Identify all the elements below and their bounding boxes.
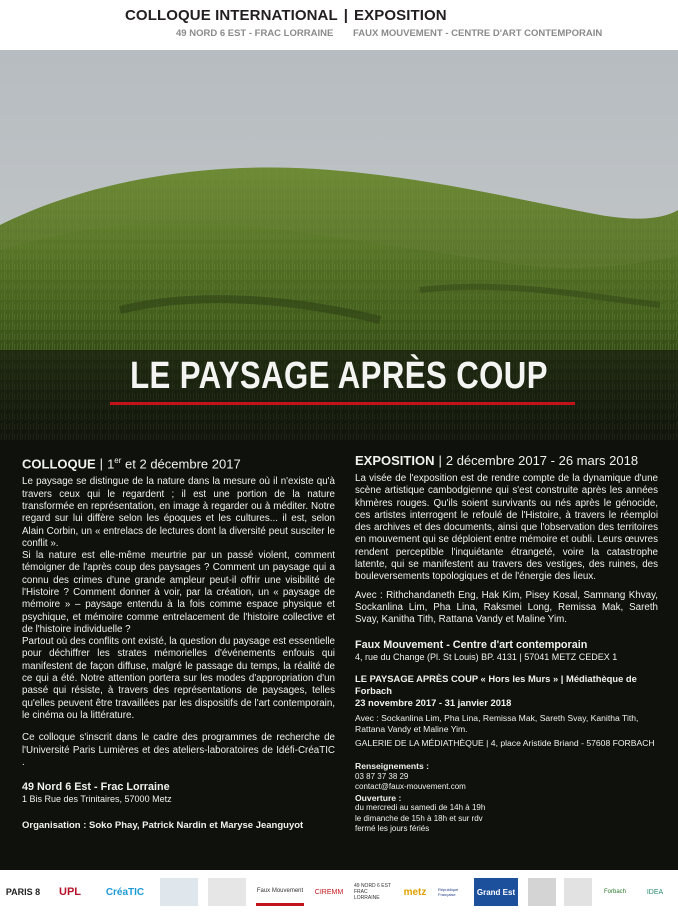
logo-frac: 49 NORD 6 EST FRAC LORRAINE — [354, 883, 391, 901]
colloque-date-rest: et 2 décembre 2017 — [121, 456, 241, 472]
exposition-heading — [355, 452, 658, 469]
header-title — [125, 7, 447, 24]
logo-idea: IDEA — [646, 888, 664, 896]
logo-paris8: PARIS 8 — [5, 887, 41, 897]
logo-forbach: Forbach — [603, 889, 626, 895]
exposition-paragraph: La visée de l'exposition est de rendre compte de la dynamique d'une scène artistique cambodgienne qui s'est construite après les années khmères rouges. Qu'ils soient survivants ou nés après le génocide, ces artistes interrogent le refoulé de l'Histoire, à travers le réemploi des archives et des documents, ainsi que l'observation des territoires en mouvement qui se déploient entre mémoire et oubli. Leurs œuvres rendent perceptible l'inquiétante étrangeté, voire la catastrophe latente, qui se manifestent au travers des vestiges, des ruines, des bouleversements topologiques et de l'énergie des lieux. — [355, 473, 658, 583]
logo-partner-3: partner — [528, 878, 556, 906]
colloque-paragraph-1: Le paysage se distingue de la nature dans la mesure où il n'existe qu'à travers ceux qui le regardent ; il est une portion de la nature transformée en représentation, en image à regarder ou à méditer. Notre regard sur lui diffère selon les époques et les cultures... il est, selon Alain Corbin, un « entrelacs de lectures dont la diversité peut susciter le conflit ». — [22, 476, 335, 549]
header-separator: | — [343, 7, 349, 24]
exposition-label: EXPOSITION — [355, 453, 435, 468]
info-email: contact@faux-mouvement.com — [355, 782, 466, 792]
logo-faux-mouvement: Faux Mouvement — [256, 878, 304, 906]
colloque-separator: | — [99, 456, 104, 472]
colloque-column — [22, 452, 335, 832]
opening-label: Ouverture : — [355, 792, 402, 803]
colloque-paragraph-4: Ce colloque s'inscrit dans le cadre des programmes de recherche de l'Université Paris Lumières et des ateliers-laboratoires de Idéfi-CréaTIC . — [22, 732, 335, 768]
hors-les-murs-dates: 23 novembre 2017 - 31 janvier 2018 — [355, 697, 512, 709]
logo-partner-1: partner — [160, 878, 198, 906]
colloque-paragraph-2: Si la nature est elle-même meurtrie par un passé violent, comment témoigner de l'après coup des paysages ? Comment un paysage qui a connu des crimes d'une grande ampleur peut-il offrir une visibilité de l'Histoire ? Comment donner à voir, par la création, un « paysage de mémoire » – paysage entendu à la fois comme espace physique et psychique, et mémoire comme entrelacement de l'histoire collective et de l'histoire individuelle ? — [22, 550, 335, 635]
colloque-venue: 49 Nord 6 Est - Frac Lorraine — [22, 781, 170, 794]
logo-upl: UPL — [59, 886, 81, 898]
logo-partner-4: partner — [564, 878, 592, 906]
info-label: Renseignements : — [355, 761, 430, 772]
partner-logos — [0, 870, 678, 914]
hors-les-murs-artists: Avec : Sockanlina Lim, Pha Lina, Remissa Mak, Sareth Svay, Kanitha Tith, Rattana Vandy et Maline Yim. — [355, 713, 639, 735]
logo-republique: République Française — [438, 887, 459, 897]
logo-metz: metz — [403, 886, 427, 898]
poster-title: LE PAYSAGE APRÈS COUP — [130, 355, 548, 397]
header-title-right: EXPOSITION — [354, 7, 447, 24]
header-title-left: COLLOQUE INTERNATIONAL — [125, 7, 338, 24]
logo-grand-est: Grand Est — [474, 878, 518, 906]
logo-creatic: CréaTIC — [105, 886, 145, 898]
logo-ciremm: CIREMM — [314, 888, 344, 896]
opening-line-1: du mercredi au samedi de 14h à 19h — [355, 803, 486, 813]
colloque-heading — [22, 452, 335, 472]
exposition-artists: Avec : Rithchandaneth Eng, Hak Kim, Pisey Kosal, Samnang Khvay, Sockanlina Lim, Pha Lina, Raksmei Long, Remissa Mak, Sareth Svay, Kanitha Tith, Rattana Vandy et Maline Yim. — [355, 589, 658, 626]
hors-les-murs-title: LE PAYSAGE APRÈS COUP « Hors les Murs » | Médiathèque de Forbach — [355, 673, 637, 697]
exposition-separator: | — [438, 453, 442, 468]
logo-partner-2: partner — [208, 878, 246, 906]
info-phone: 03 87 37 38 29 — [355, 771, 409, 781]
title-underline — [110, 402, 575, 405]
header-subtitle-right: FAUX MOUVEMENT - CENTRE D'ART CONTEMPORAIN — [353, 28, 603, 39]
colloque-date-prefix: 1 — [107, 456, 115, 472]
colloque-paragraph-3: Partout où des conflits ont existé, la question du paysage est essentielle pour déchiffrer les strates mémorielles d'événements enfouis qui manifestent de façon diffuse, malgré le passage du temps, la réalité de ce qui a été. Notre attention portera sur les modes d'appropriation d'un passé qui résiste, à travers des représentations de paysages, telles qu'elles peuvent être travaillées par les dispositifs de l'art contemporain, le cinéma ou la littérature. — [22, 636, 335, 721]
exposition-venue: Faux Mouvement - Centre d'art contemporain — [355, 638, 588, 651]
colloque-organisation: Organisation : Soko Phay, Patrick Nardin et Maryse Jeanguyot — [22, 819, 304, 831]
colloque-address: 1 Bis Rue des Trinitaires, 57000 Metz — [22, 794, 172, 805]
info-block — [355, 761, 658, 835]
exposition-dates: 2 décembre 2017 - 26 mars 2018 — [445, 453, 639, 468]
exposition-column — [355, 452, 658, 835]
exposition-address: 4, rue du Change (Pl. St Louis) BP. 4131 | 57041 METZ CEDEX 1 — [355, 651, 618, 662]
hors-les-murs-address: GALERIE DE LA MÉDIATHÈQUE | 4, place Aristide Briand - 57608 FORBACH — [355, 738, 655, 749]
header-subtitle-left: 49 NORD 6 EST - FRAC LORRAINE — [176, 28, 334, 39]
colloque-label: COLLOQUE — [22, 456, 96, 472]
opening-line-3: fermé les jours fériés — [355, 824, 430, 834]
colloque-date-sup: er — [114, 456, 122, 465]
opening-line-2: le dimanche de 15h à 18h et sur rdv — [355, 813, 483, 823]
